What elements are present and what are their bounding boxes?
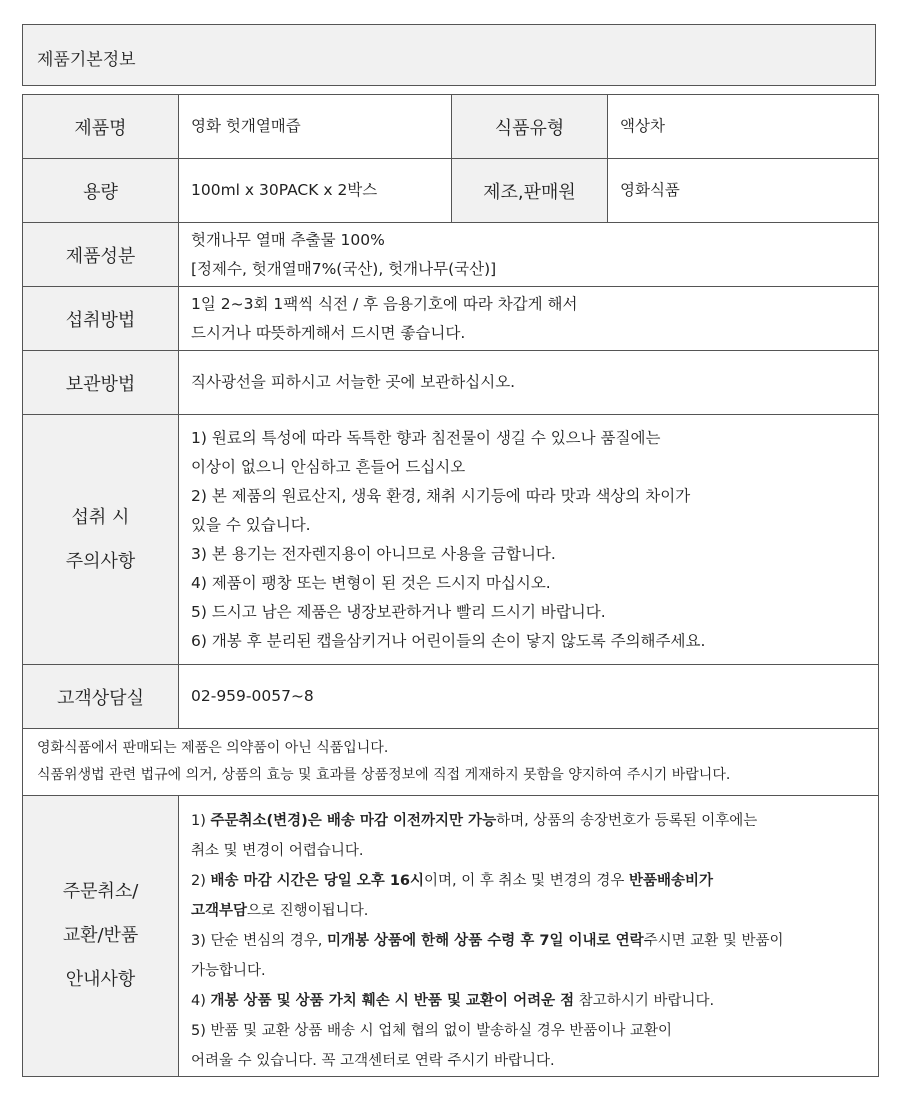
intake-line: 드시거나 따뜻하게해서 드시면 좋습니다.	[191, 323, 466, 342]
intake-line: 1일 2~3회 1팩씩 식전 / 후 음용기호에 따라 차갑게 해서	[191, 294, 578, 313]
storage-value: 직사광선을 피하시고 서늘한 곳에 보관하십시오.	[179, 351, 879, 415]
food-type-label: 식품유형	[452, 95, 608, 159]
intake-value	[179, 287, 879, 351]
caution-line: 5) 드시고 남은 제품은 냉장보관하거나 빨리 드시기 바랍니다.	[191, 602, 606, 621]
caution-value	[179, 415, 879, 665]
caution-line: 2) 본 제품의 원료산지, 생육 환경, 채취 시기등에 따라 맛과 색상의 차이가	[191, 486, 691, 505]
product-info-header	[22, 24, 876, 86]
caution-label	[23, 415, 179, 665]
caution-line: 6) 개봉 후 분리된 캡을삼키거나 어린이들의 손이 닿지 않도록 주의해주세요.	[191, 631, 706, 650]
ingredients-label: 제품성분	[23, 223, 179, 287]
row-volume	[23, 159, 879, 223]
maker-label: 제조,판매원	[452, 159, 608, 223]
order-label-line: 안내사항	[65, 969, 136, 990]
product-name-value: 영화 헛개열매즙	[179, 95, 452, 159]
order-line: 3) 단순 변심의 경우, 미개봉 상품에 한해 상품 수령 후 7일 이내로 연락주시면 교환 및 반품이	[191, 933, 784, 949]
caution-label-line: 주의사항	[65, 550, 136, 572]
row-order-policy	[23, 796, 879, 1077]
food-type-value: 액상차	[608, 95, 879, 159]
product-name-label: 제품명	[23, 95, 179, 159]
food-notice	[23, 729, 879, 796]
row-ingredients	[23, 223, 879, 287]
row-notice	[23, 729, 879, 796]
ingredients-line: 헛개나무 열매 추출물 100%	[191, 230, 385, 249]
caution-line: 있을 수 있습니다.	[191, 515, 311, 534]
volume-label: 용량	[23, 159, 179, 223]
storage-label: 보관방법	[23, 351, 179, 415]
order-line: 4) 개봉 상품 및 상품 가치 훼손 시 반품 및 교환이 어려운 점 참고하시기 바랍니다.	[191, 993, 715, 1009]
order-line: 1) 주문취소(변경)은 배송 마감 이전까지만 가능하며, 상품의 송장번호가 등록된 이후에는	[191, 813, 758, 829]
caution-line: 4) 제품이 팽창 또는 변형이 된 것은 드시지 마십시오.	[191, 573, 551, 592]
order-line: 어려울 수 있습니다. 꼭 고객센터로 연락 주시기 바랍니다.	[191, 1053, 555, 1069]
customer-service-label: 고객상담실	[23, 665, 179, 729]
row-product-name	[23, 95, 879, 159]
product-info-table	[22, 94, 879, 1077]
order-label-line: 주문취소/	[62, 881, 139, 902]
order-label-line: 교환/반품	[62, 925, 139, 946]
caution-line: 1) 원료의 특성에 따라 독특한 향과 침전물이 생길 수 있으나 품질에는	[191, 428, 661, 447]
ingredients-value	[179, 223, 879, 287]
caution-line: 3) 본 용기는 전자렌지용이 아니므로 사용을 금합니다.	[191, 544, 556, 563]
order-line: 고객부담으로 진행이됩니다.	[191, 903, 369, 919]
customer-service-phone: 02-959-0057~8	[179, 665, 879, 729]
order-line: 2) 배송 마감 시간은 당일 오후 16시이며, 이 후 취소 및 변경의 경우 반품배송비가	[191, 873, 714, 889]
order-line: 5) 반품 및 교환 상품 배송 시 업체 협의 없이 발송하실 경우 반품이나 교환이	[191, 1023, 673, 1039]
order-line: 가능합니다.	[191, 963, 266, 979]
row-caution	[23, 415, 879, 665]
row-storage	[23, 351, 879, 415]
notice-line: 영화식품에서 판매되는 제품은 의약품이 아닌 식품입니다.	[37, 740, 389, 756]
row-intake	[23, 287, 879, 351]
order-policy-label	[23, 796, 179, 1077]
order-line: 취소 및 변경이 어렵습니다.	[191, 843, 364, 859]
maker-value: 영화식품	[608, 159, 879, 223]
order-policy-text	[179, 796, 879, 1077]
intake-label: 섭취방법	[23, 287, 179, 351]
row-customer-service	[23, 665, 879, 729]
volume-value: 100ml x 30PACK x 2박스	[179, 159, 452, 223]
caution-label-line: 섭취 시	[71, 506, 130, 528]
notice-line: 식품위생법 관련 법규에 의거, 상품의 효능 및 효과를 상품정보에 직접 게재하지 못함을 양지하여 주시기 바랍니다.	[37, 767, 731, 783]
section-title: 제품기본정보	[37, 50, 136, 70]
ingredients-line: [정제수, 헛개열매7%(국산), 헛개나무(국산)]	[191, 259, 497, 278]
caution-line: 이상이 없으니 안심하고 흔들어 드십시오	[191, 457, 466, 476]
